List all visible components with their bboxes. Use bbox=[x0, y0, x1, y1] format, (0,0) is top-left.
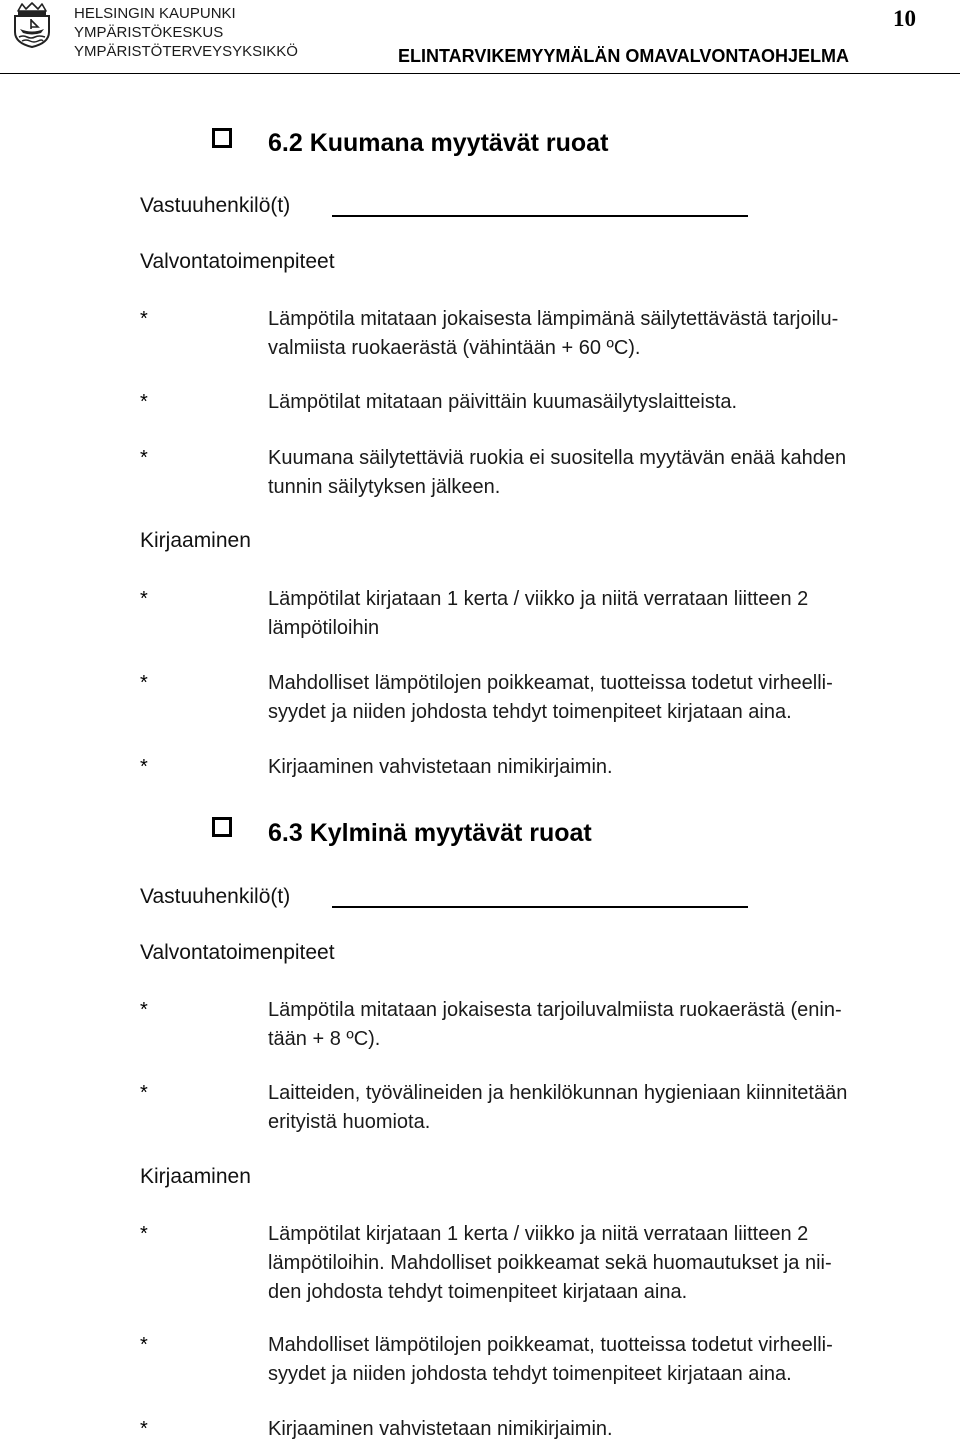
bullet-star: * bbox=[140, 1223, 148, 1245]
helsinki-crest-icon bbox=[10, 2, 54, 48]
empty-checkbox-icon[interactable] bbox=[212, 128, 232, 148]
list-item-text: den johdosta tehdyt toimenpiteet kirjataan aina. bbox=[268, 1281, 688, 1303]
bullet-star: * bbox=[140, 756, 148, 778]
responsible-label: Vastuuhenkilö(t) bbox=[140, 885, 291, 908]
control-heading: Valvontatoimenpiteet bbox=[140, 941, 335, 964]
document-title: ELINTARVIKEMYYMÄLÄN OMAVALVONTAOHJELMA bbox=[398, 46, 849, 66]
org-line-centre: YMPÄRISTÖKESKUS bbox=[74, 24, 224, 41]
bullet-star: * bbox=[140, 391, 148, 413]
list-item-text: Kirjaaminen vahvistetaan nimikirjaimin. bbox=[268, 756, 613, 778]
section-title: 6.3 Kylminä myytävät ruoat bbox=[268, 819, 592, 847]
list-item-text: erityistä huomiota. bbox=[268, 1111, 431, 1133]
responsible-fill-line[interactable] bbox=[332, 906, 748, 908]
bullet-star: * bbox=[140, 1082, 148, 1104]
bullet-star: * bbox=[140, 672, 148, 694]
list-item-text: lämpötiloihin. Mahdolliset poikkeamat sekä huomautukset ja nii- bbox=[268, 1252, 832, 1274]
section-title: 6.2 Kuumana myytävät ruoat bbox=[268, 129, 609, 157]
list-item-text: Mahdolliset lämpötilojen poikkeamat, tuotteissa todetut virheelli- bbox=[268, 672, 833, 694]
list-item-text: valmiista ruokaerästä (vähintään + 60 ºC). bbox=[268, 337, 641, 359]
list-item-text: Lämpötilat kirjataan 1 kerta / viikko ja niitä verrataan liitteen 2 bbox=[268, 1223, 809, 1245]
bullet-star: * bbox=[140, 999, 148, 1021]
list-item-text: tunnin säilytyksen jälkeen. bbox=[268, 476, 501, 498]
bullet-star: * bbox=[140, 588, 148, 610]
responsible-fill-line[interactable] bbox=[332, 215, 748, 217]
list-item-text: Lämpötila mitataan jokaisesta tarjoiluvalmiista ruokaerästä (enin- bbox=[268, 999, 842, 1021]
responsible-label: Vastuuhenkilö(t) bbox=[140, 194, 291, 217]
record-heading: Kirjaaminen bbox=[140, 529, 251, 552]
empty-checkbox-icon[interactable] bbox=[212, 817, 232, 837]
page-header bbox=[0, 0, 960, 75]
list-item-text: tään + 8 ºC). bbox=[268, 1028, 381, 1050]
header-divider bbox=[0, 73, 960, 74]
list-item-text: Lämpötila mitataan jokaisesta lämpimänä säilytettävästä tarjoilu- bbox=[268, 308, 839, 330]
org-line-unit: YMPÄRISTÖTERVEYSYKSIKKÖ bbox=[74, 43, 298, 60]
list-item-text: Lämpötilat kirjataan 1 kerta / viikko ja niitä verrataan liitteen 2 bbox=[268, 588, 809, 610]
organization-name bbox=[74, 4, 298, 61]
list-item-text: Lämpötilat mitataan päivittäin kuumasäilytyslaitteista. bbox=[268, 391, 738, 413]
list-item-text: syydet ja niiden johdosta tehdyt toimenpiteet kirjataan aina. bbox=[268, 1363, 792, 1385]
list-item-text: Laitteiden, työvälineiden ja henkilökunnan hygieniaan kiinnitetään bbox=[268, 1082, 848, 1104]
bullet-star: * bbox=[140, 447, 148, 469]
list-item-text: Kirjaaminen vahvistetaan nimikirjaimin. bbox=[268, 1418, 613, 1440]
list-item-text: syydet ja niiden johdosta tehdyt toimenpiteet kirjataan aina. bbox=[268, 701, 792, 723]
bullet-star: * bbox=[140, 308, 148, 330]
record-heading: Kirjaaminen bbox=[140, 1165, 251, 1188]
list-item-text: lämpötiloihin bbox=[268, 617, 380, 639]
page-number: 10 bbox=[893, 6, 916, 31]
org-line-city: HELSINGIN KAUPUNKI bbox=[74, 5, 236, 22]
control-heading: Valvontatoimenpiteet bbox=[140, 250, 335, 273]
list-item-text: Kuumana säilytettäviä ruokia ei suositella myytävän enää kahden bbox=[268, 447, 847, 469]
bullet-star: * bbox=[140, 1334, 148, 1356]
bullet-star: * bbox=[140, 1418, 148, 1440]
list-item-text: Mahdolliset lämpötilojen poikkeamat, tuotteissa todetut virheelli- bbox=[268, 1334, 833, 1356]
